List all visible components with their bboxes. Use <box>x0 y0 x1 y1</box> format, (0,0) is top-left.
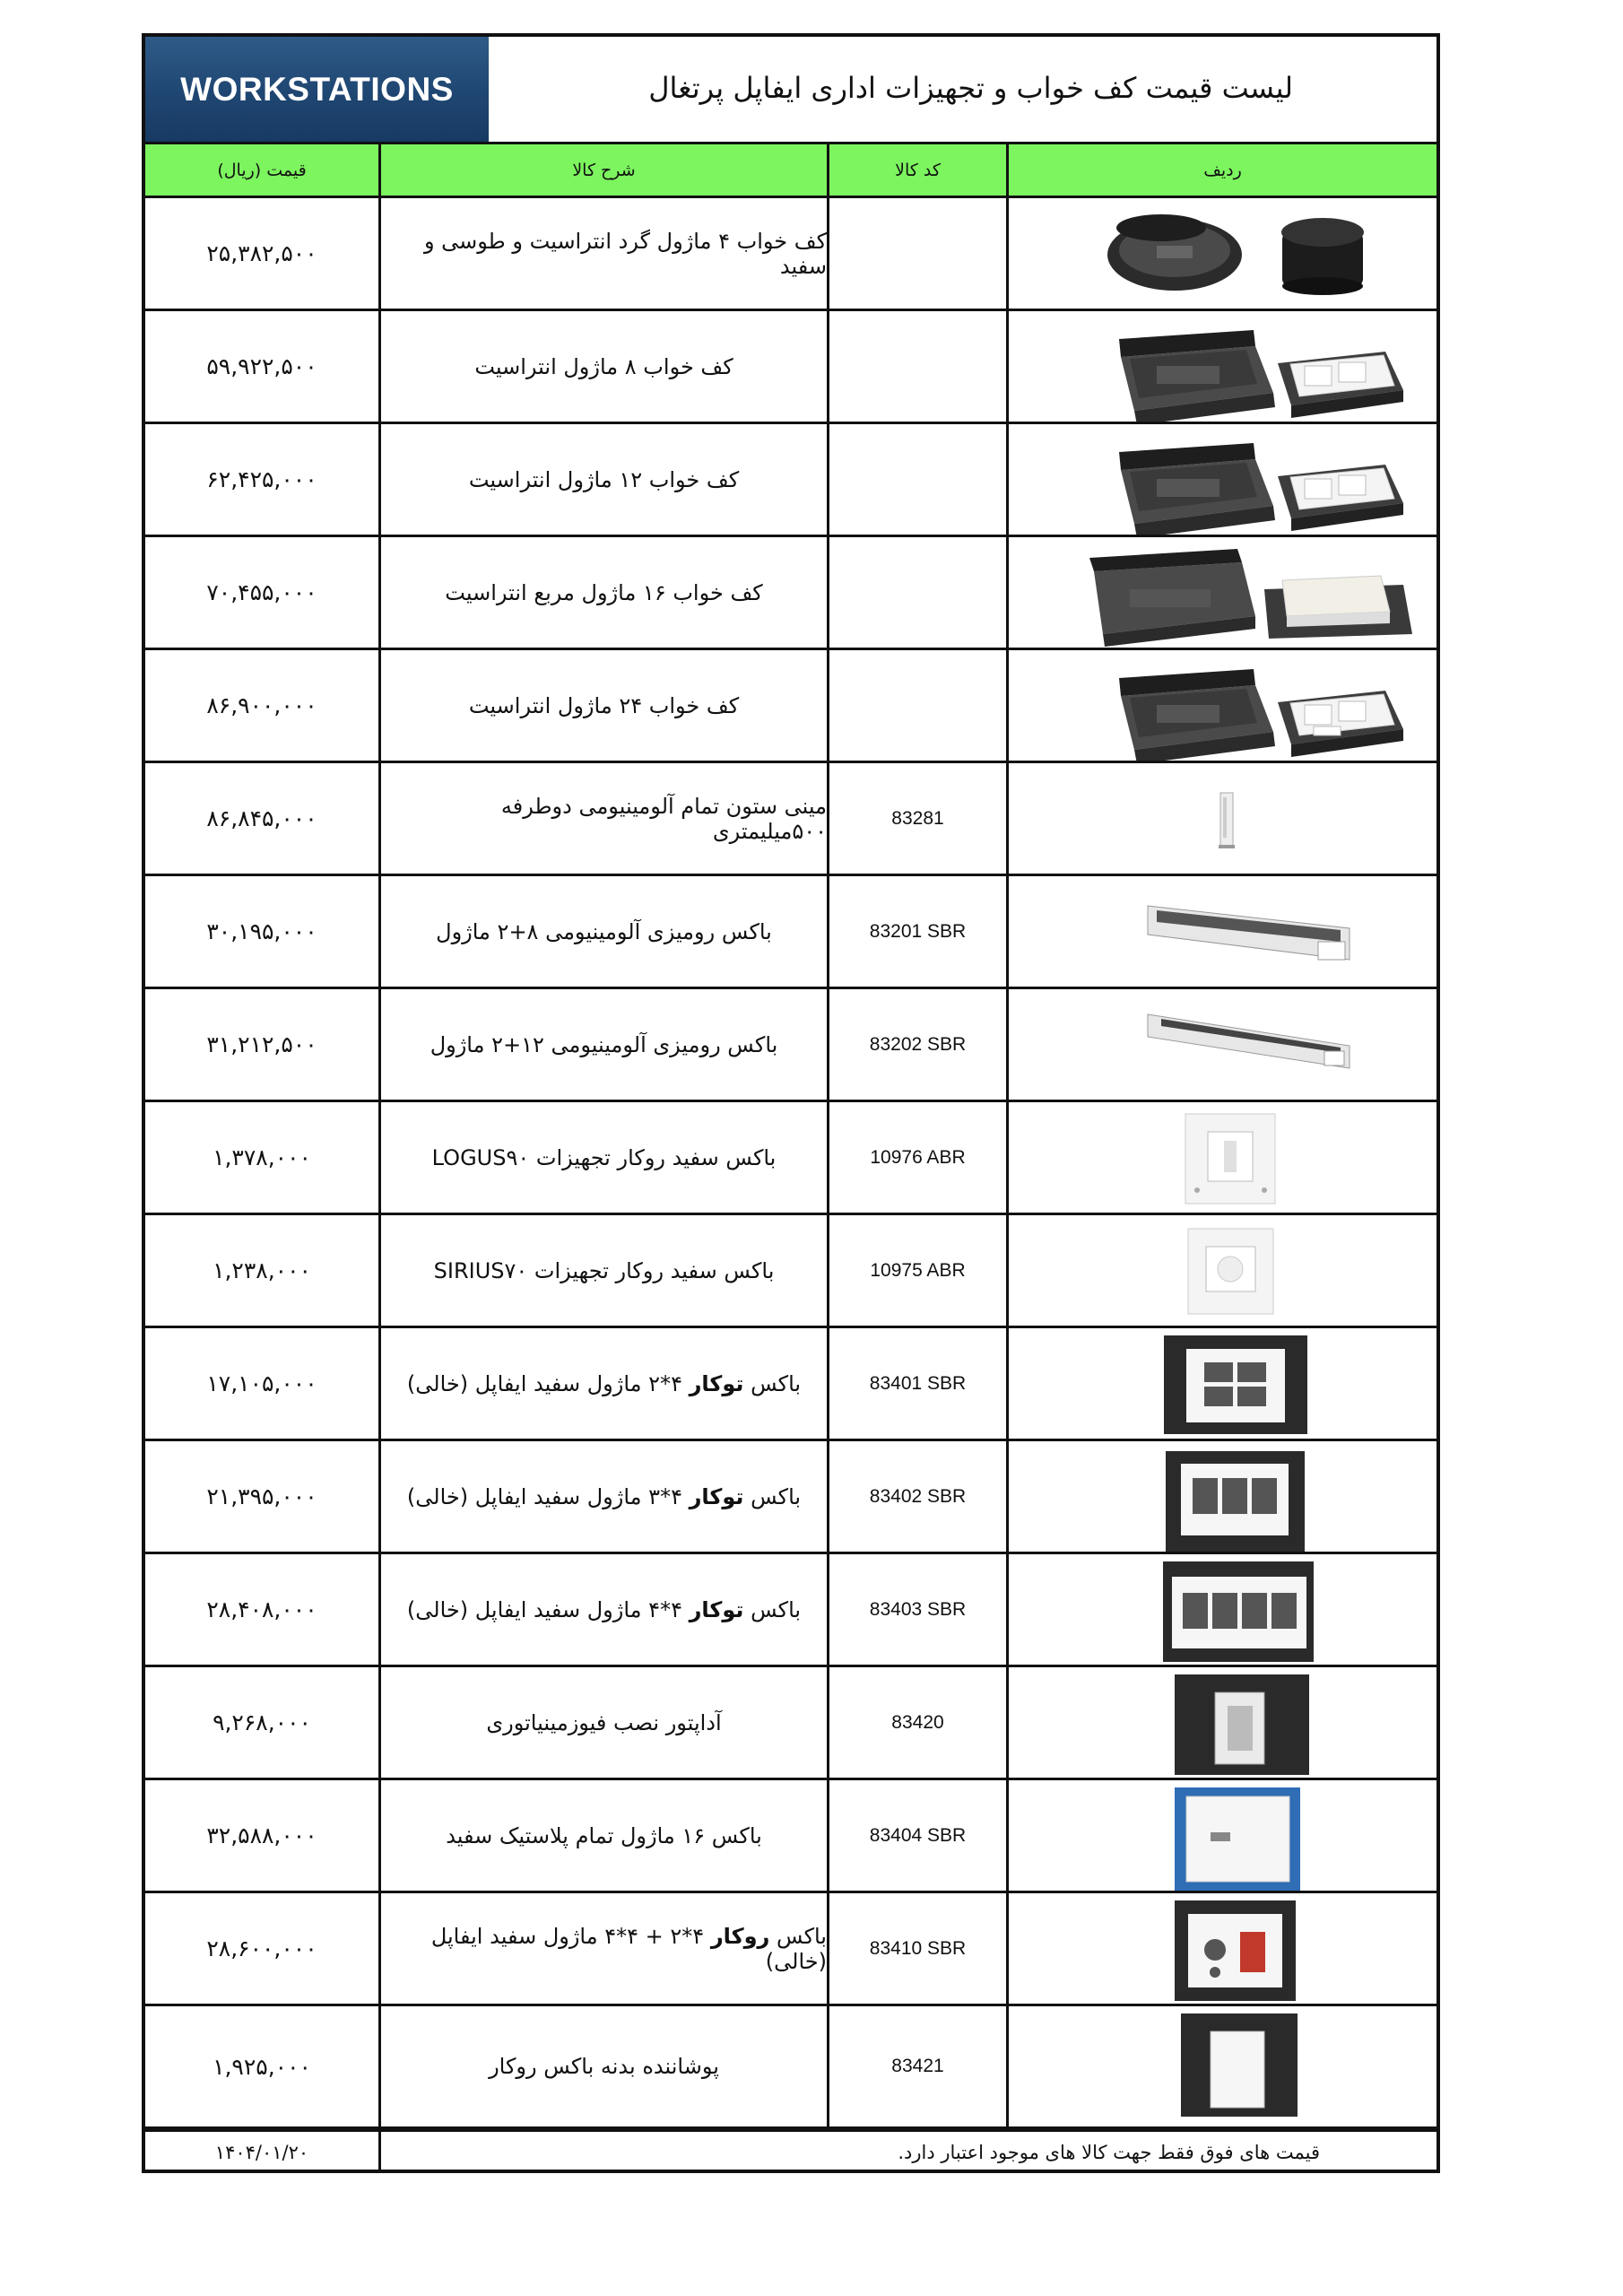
round-floor-box-image <box>1009 198 1436 309</box>
description-suffix: ۴*۲ ماژول سفید ایفاپل (خالی) <box>406 1370 690 1396</box>
floor-box-24-image <box>1009 650 1436 761</box>
product-code-cell: 83401 SBR <box>869 1372 967 1394</box>
surface-box-sirius-image <box>1009 1215 1436 1326</box>
price-cell: ۲۸,۴۰۸,۰۰۰ <box>206 1596 317 1622</box>
footer <box>145 2129 1436 2173</box>
price-cell: ۱,۹۲۵,۰۰۰ <box>213 2053 311 2080</box>
description-cell: کف خواب ۱۲ ماژول انتراسیت <box>468 466 740 492</box>
description-cell <box>381 1328 827 1439</box>
product-code-cell <box>829 311 1006 422</box>
page-title: لیست قیمت کف خواب و تجهیزات اداری ایفاپل پرتغال <box>648 71 1293 105</box>
column-header-row: ردیف <box>1203 160 1242 180</box>
description-cell: کف خواب ۴ ماژول گرد انتراسیت و طوسی و سفید <box>423 228 827 279</box>
description-prefix: باکس <box>743 1483 802 1509</box>
surface-box-combo-image <box>1009 1893 1436 2004</box>
price-cell: ۸۶,۹۰۰,۰۰۰ <box>206 692 317 718</box>
table-row <box>145 1667 1436 1780</box>
product-code-cell <box>829 650 1006 761</box>
desk-box-8-image <box>1009 876 1436 987</box>
description-cell <box>381 1554 827 1665</box>
description-cell <box>381 1441 827 1552</box>
product-code-cell: 83281 <box>891 807 944 829</box>
price-cell: ۳۰,۱۹۵,۰۰۰ <box>206 918 317 944</box>
breaker-adapter-image <box>1009 1667 1436 1778</box>
column-header-description: شرح کالا <box>572 160 636 180</box>
table-row <box>145 1441 1436 1554</box>
plastic-box-16-image <box>1009 1780 1436 1891</box>
description-cell: باکس رومیزی آلومینیومی ۸+۲ ماژول <box>436 918 772 944</box>
description-cell: کف خواب ۱۶ ماژول مربع انتراسیت <box>445 579 763 605</box>
description-cell: پوشاننده بدنه باکس روکار <box>489 2054 719 2079</box>
price-cell: ۷۰,۴۵۵,۰۰۰ <box>206 579 317 605</box>
product-code-cell <box>829 424 1006 535</box>
description-suffix: ۴*۴ ماژول سفید ایفاپل (خالی) <box>406 1596 690 1622</box>
product-code-cell: 83202 SBR <box>869 1033 967 1055</box>
description-bold: روکار <box>710 1923 770 1949</box>
price-cell: ۲۱,۳۹۵,۰۰۰ <box>206 1483 317 1509</box>
price-list-sheet <box>142 33 1440 2173</box>
product-code-cell: 10975 ABR <box>870 1259 966 1281</box>
price-cell: ۱,۲۳۸,۰۰۰ <box>213 1257 311 1283</box>
product-code-cell <box>829 537 1006 648</box>
table-row <box>145 763 1436 876</box>
floor-box-12-image <box>1009 424 1436 535</box>
table-row <box>145 1893 1436 2006</box>
column-header-price: قیمت (ریال) <box>217 160 307 180</box>
price-cell: ۳۱,۲۱۲,۵۰۰ <box>206 1031 317 1057</box>
description-cell: باکس رومیزی آلومینیومی ۱۲+۲ ماژول <box>430 1031 778 1057</box>
description-suffix: ۴*۲ + ۴*۴ ماژول سفید ایفاپل (خالی) <box>430 1923 827 1974</box>
description-cell: کف خواب ۲۴ ماژول انتراسیت <box>468 692 740 718</box>
description-cell: مینی ستون تمام آلومینیومی دوطرفه ۵۰۰میلیمتری <box>500 793 827 844</box>
product-code-cell: 10976 ABR <box>870 1146 966 1168</box>
table-row <box>145 1554 1436 1667</box>
description-suffix: ۴*۳ ماژول سفید ایفاپل (خالی) <box>406 1483 690 1509</box>
table-row <box>145 1102 1436 1215</box>
description-prefix: باکس <box>743 1370 802 1396</box>
table-row <box>145 537 1436 650</box>
description-prefix: باکس <box>743 1596 802 1622</box>
price-cell: ۵۹,۹۲۲,۵۰۰ <box>206 353 317 379</box>
column-header-row <box>145 144 1436 198</box>
description-cell <box>381 1893 827 2004</box>
product-code-cell: 83403 SBR <box>869 1598 967 1620</box>
price-cell: ۲۸,۶۰۰,۰۰۰ <box>206 1935 317 1961</box>
header <box>145 37 1436 144</box>
description-text <box>407 1371 801 1396</box>
floor-box-16-image <box>1009 537 1436 648</box>
table-row <box>145 2006 1436 2129</box>
description-bold: توکار <box>689 1483 744 1509</box>
desk-box-12-image <box>1009 989 1436 1100</box>
description-text <box>407 1597 801 1622</box>
flush-box-4x4-image <box>1009 1554 1436 1665</box>
price-cell: ۱۷,۱۰۵,۰۰۰ <box>206 1370 317 1396</box>
product-code-cell: 83402 SBR <box>869 1485 967 1507</box>
price-cell: ۸۶,۸۴۵,۰۰۰ <box>206 805 317 831</box>
description-cell: آداپتور نصب فیوزمینیاتوری <box>486 1709 722 1735</box>
table-row <box>145 311 1436 424</box>
table-row <box>145 1215 1436 1328</box>
description-cell: کف خواب ۸ ماژول انتراسیت <box>474 353 733 379</box>
price-cell: ۹,۲۶۸,۰۰۰ <box>213 1709 311 1735</box>
price-list-date: ۱۴۰۴/۰۱/۲۰ <box>214 2142 309 2163</box>
floor-box-8-image <box>1009 311 1436 422</box>
table-row <box>145 989 1436 1102</box>
product-code-cell: 83404 SBR <box>869 1824 967 1846</box>
description-prefix: باکس <box>769 1923 827 1949</box>
table-row <box>145 424 1436 537</box>
description-text <box>381 1924 827 1974</box>
description-text <box>407 1484 801 1509</box>
product-code-cell: 83410 SBR <box>869 1937 967 1959</box>
workstations-logo <box>145 37 489 142</box>
product-code-cell: 83201 SBR <box>869 920 967 942</box>
price-cell: ۱,۳۷۸,۰۰۰ <box>213 1144 311 1170</box>
price-cell: ۳۲,۵۸۸,۰۰۰ <box>206 1822 317 1848</box>
column-header-code: کد کالا <box>895 160 941 180</box>
product-code-cell: 83420 <box>891 1711 944 1733</box>
description-cell: باکس سفید روکار تجهیزات SIRIUS۷۰ <box>433 1257 775 1283</box>
table-row <box>145 1780 1436 1893</box>
price-cell: ۲۵,۳۸۲,۵۰۰ <box>206 240 317 266</box>
table-row <box>145 1328 1436 1441</box>
table-row <box>145 650 1436 763</box>
validity-note: قیمت های فوق فقط جهت کالا های موجود اعتبار دارد. <box>898 2142 1320 2163</box>
flush-box-4x3-image <box>1009 1441 1436 1552</box>
description-bold: توکار <box>689 1370 744 1396</box>
table-row <box>145 198 1436 311</box>
logo-text: WORKSTATIONS <box>180 70 454 108</box>
table-row <box>145 876 1436 989</box>
mini-column-image <box>1009 763 1436 874</box>
description-cell: باکس سفید روکار تجهیزات LOGUS۹۰ <box>431 1144 777 1170</box>
description-bold: توکار <box>689 1596 744 1622</box>
flush-box-4x2-image <box>1009 1328 1436 1439</box>
surface-box-logus-image <box>1009 1102 1436 1213</box>
box-cover-image <box>1009 2006 1436 2126</box>
footer-divider <box>378 2132 381 2173</box>
product-code-cell <box>829 198 1006 309</box>
price-cell: ۶۲,۴۲۵,۰۰۰ <box>206 466 317 492</box>
product-code-cell: 83421 <box>891 2056 944 2076</box>
description-cell: باکس ۱۶ ماژول تمام پلاستیک سفید <box>446 1822 762 1848</box>
